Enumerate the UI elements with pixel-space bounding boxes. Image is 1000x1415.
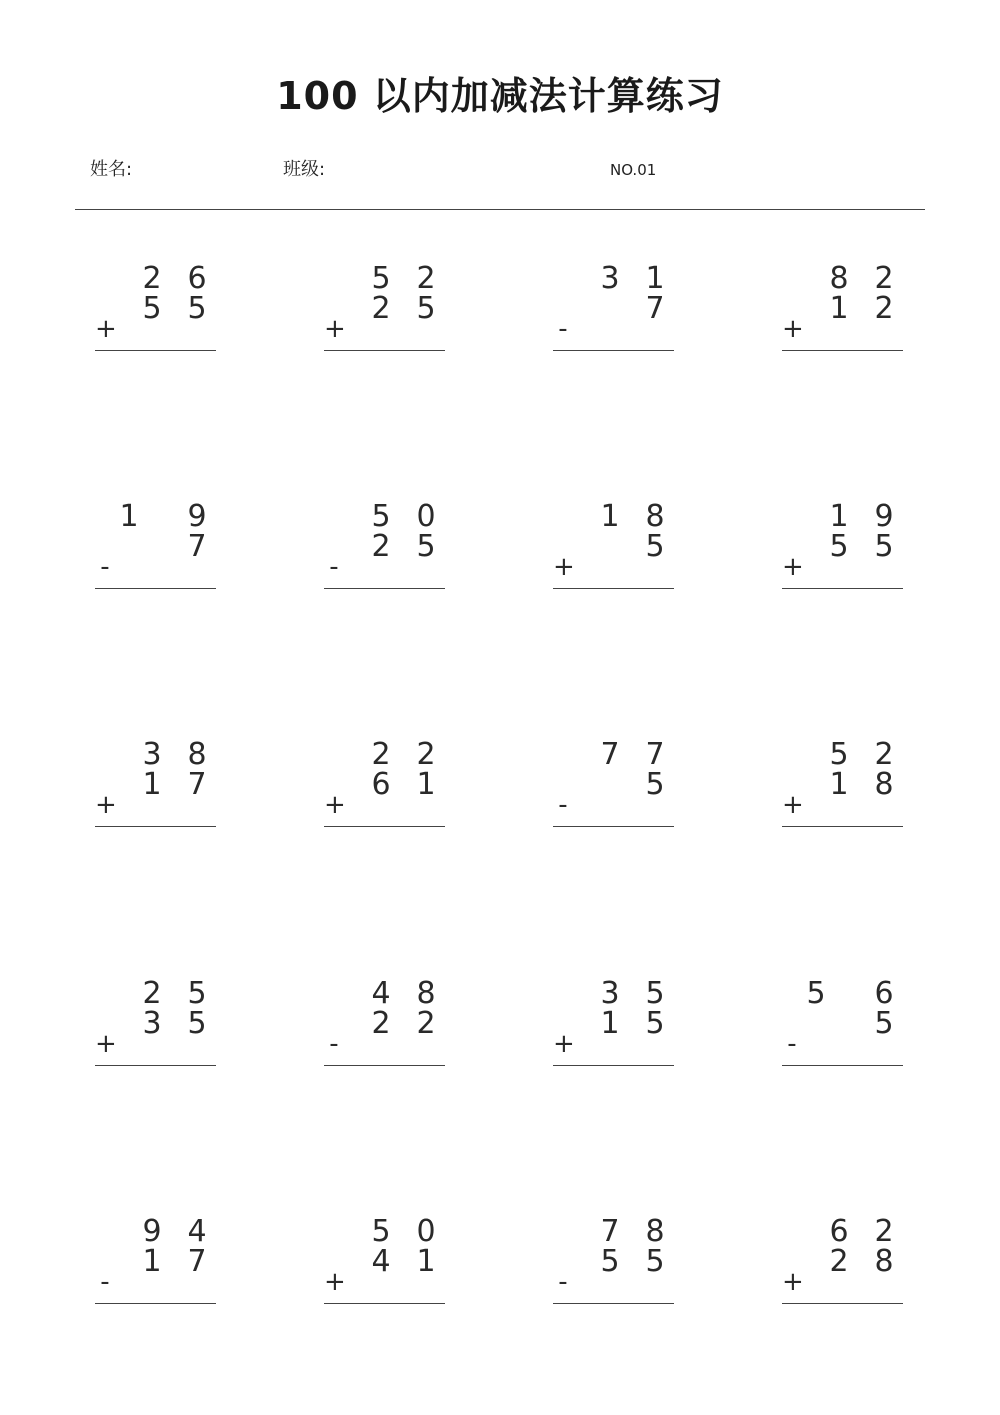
answer-line xyxy=(782,588,903,589)
top-digit: 2 xyxy=(416,737,436,772)
class-label: 班级: xyxy=(283,159,326,180)
top-digit: 2 xyxy=(416,261,436,296)
bottom-digit: 5 xyxy=(645,529,665,564)
top-digit: 2 xyxy=(874,737,894,772)
plus-operator: + xyxy=(324,1267,346,1297)
answer-line xyxy=(553,1303,674,1304)
bottom-digit: 2 xyxy=(416,1006,436,1041)
bottom-digit: 2 xyxy=(371,291,391,326)
top-digit: 8 xyxy=(416,976,436,1011)
minus-operator: - xyxy=(100,552,110,582)
top-digit: 1 xyxy=(645,261,665,296)
sheet-number: NO.01 xyxy=(610,161,657,179)
bottom-digit: 1 xyxy=(600,1006,620,1041)
answer-line xyxy=(95,350,216,351)
bottom-digit: 8 xyxy=(874,767,894,802)
bottom-digit: 1 xyxy=(142,1244,162,1279)
minus-operator: - xyxy=(329,552,339,582)
plus-operator: + xyxy=(553,1029,575,1059)
worksheet-title: 100 以内加减法计算练习 xyxy=(276,74,724,118)
top-digit: 5 xyxy=(806,976,826,1011)
top-digit: 2 xyxy=(874,1214,894,1249)
problem-20 xyxy=(782,1215,904,1327)
bottom-digit: 7 xyxy=(187,767,207,802)
bottom-digit: 5 xyxy=(874,529,894,564)
top-digit: 2 xyxy=(874,261,894,296)
top-digit: 5 xyxy=(187,976,207,1011)
bottom-digit: 1 xyxy=(829,767,849,802)
minus-operator: - xyxy=(329,1029,339,1059)
problem-4 xyxy=(782,262,904,374)
bottom-digit: 1 xyxy=(416,767,436,802)
plus-operator: + xyxy=(782,552,804,582)
bottom-digit: 6 xyxy=(371,767,391,802)
answer-line xyxy=(553,588,674,589)
problem-11 xyxy=(553,738,675,850)
bottom-digit: 1 xyxy=(142,767,162,802)
bottom-digit: 5 xyxy=(187,291,207,326)
answer-line xyxy=(324,1065,445,1066)
minus-operator: - xyxy=(100,1267,110,1297)
top-digit: 3 xyxy=(142,737,162,772)
minus-operator: - xyxy=(558,314,568,344)
name-label: 姓名: xyxy=(90,159,133,180)
bottom-digit: 5 xyxy=(416,529,436,564)
answer-line xyxy=(324,1303,445,1304)
bottom-digit: 2 xyxy=(829,1244,849,1279)
problem-3 xyxy=(553,262,675,374)
top-digit: 8 xyxy=(187,737,207,772)
answer-line xyxy=(95,588,216,589)
problem-6 xyxy=(324,500,446,612)
bottom-digit: 5 xyxy=(874,1006,894,1041)
answer-line xyxy=(95,826,216,827)
bottom-digit: 7 xyxy=(187,529,207,564)
top-digit: 4 xyxy=(187,1214,207,1249)
top-digit: 6 xyxy=(829,1214,849,1249)
plus-operator: + xyxy=(95,314,117,344)
top-digit: 0 xyxy=(416,499,436,534)
plus-operator: + xyxy=(782,790,804,820)
top-digit: 5 xyxy=(829,737,849,772)
answer-line xyxy=(324,588,445,589)
bottom-digit: 5 xyxy=(187,1006,207,1041)
problem-13 xyxy=(95,977,217,1089)
bottom-digit: 8 xyxy=(874,1244,894,1279)
plus-operator: + xyxy=(324,790,346,820)
bottom-digit: 1 xyxy=(416,1244,436,1279)
problem-5 xyxy=(95,500,217,612)
bottom-digit: 2 xyxy=(874,291,894,326)
bottom-digit: 2 xyxy=(371,529,391,564)
bottom-digit: 5 xyxy=(645,767,665,802)
answer-line xyxy=(553,1065,674,1066)
top-digit: 2 xyxy=(142,976,162,1011)
bottom-digit: 1 xyxy=(829,291,849,326)
problem-12 xyxy=(782,738,904,850)
bottom-digit: 5 xyxy=(645,1006,665,1041)
answer-line xyxy=(324,826,445,827)
problem-7 xyxy=(553,500,675,612)
problem-15 xyxy=(553,977,675,1089)
problem-8 xyxy=(782,500,904,612)
problem-19 xyxy=(553,1215,675,1327)
bottom-digit: 5 xyxy=(829,529,849,564)
plus-operator: + xyxy=(782,1267,804,1297)
answer-line xyxy=(553,350,674,351)
bottom-digit: 4 xyxy=(371,1244,391,1279)
top-digit: 9 xyxy=(142,1214,162,1249)
problem-18 xyxy=(324,1215,446,1327)
bottom-digit: 5 xyxy=(600,1244,620,1279)
answer-line xyxy=(782,350,903,351)
bottom-digit: 2 xyxy=(371,1006,391,1041)
bottom-digit: 3 xyxy=(142,1006,162,1041)
plus-operator: + xyxy=(553,552,575,582)
top-digit: 4 xyxy=(371,976,391,1011)
minus-operator: - xyxy=(558,1267,568,1297)
answer-line xyxy=(95,1065,216,1066)
top-digit: 6 xyxy=(187,261,207,296)
top-digit: 1 xyxy=(119,499,139,534)
answer-line xyxy=(782,826,903,827)
top-digit: 1 xyxy=(600,499,620,534)
top-digit: 9 xyxy=(187,499,207,534)
top-digit: 5 xyxy=(371,1214,391,1249)
top-digit: 6 xyxy=(874,976,894,1011)
problem-16 xyxy=(782,977,904,1089)
top-digit: 7 xyxy=(600,737,620,772)
problem-9 xyxy=(95,738,217,850)
top-digit: 5 xyxy=(371,261,391,296)
answer-line xyxy=(782,1303,903,1304)
bottom-digit: 5 xyxy=(142,291,162,326)
bottom-digit: 7 xyxy=(187,1244,207,1279)
answer-line xyxy=(324,350,445,351)
header-divider xyxy=(75,209,925,210)
top-digit: 5 xyxy=(645,976,665,1011)
plus-operator: + xyxy=(324,314,346,344)
top-digit: 0 xyxy=(416,1214,436,1249)
top-digit: 5 xyxy=(371,499,391,534)
top-digit: 7 xyxy=(645,737,665,772)
answer-line xyxy=(782,1065,903,1066)
bottom-digit: 7 xyxy=(645,291,665,326)
top-digit: 3 xyxy=(600,976,620,1011)
problem-10 xyxy=(324,738,446,850)
top-digit: 8 xyxy=(645,1214,665,1249)
bottom-digit: 5 xyxy=(416,291,436,326)
top-digit: 7 xyxy=(600,1214,620,1249)
plus-operator: + xyxy=(95,790,117,820)
top-digit: 8 xyxy=(645,499,665,534)
top-digit: 3 xyxy=(600,261,620,296)
answer-line xyxy=(553,826,674,827)
plus-operator: + xyxy=(95,1029,117,1059)
problem-2 xyxy=(324,262,446,374)
bottom-digit: 5 xyxy=(645,1244,665,1279)
top-digit: 9 xyxy=(874,499,894,534)
top-digit: 2 xyxy=(371,737,391,772)
problem-17 xyxy=(95,1215,217,1327)
plus-operator: + xyxy=(782,314,804,344)
top-digit: 8 xyxy=(829,261,849,296)
top-digit: 2 xyxy=(142,261,162,296)
minus-operator: - xyxy=(787,1029,797,1059)
answer-line xyxy=(95,1303,216,1304)
problem-1 xyxy=(95,262,217,374)
minus-operator: - xyxy=(558,790,568,820)
top-digit: 1 xyxy=(829,499,849,534)
problem-14 xyxy=(324,977,446,1089)
